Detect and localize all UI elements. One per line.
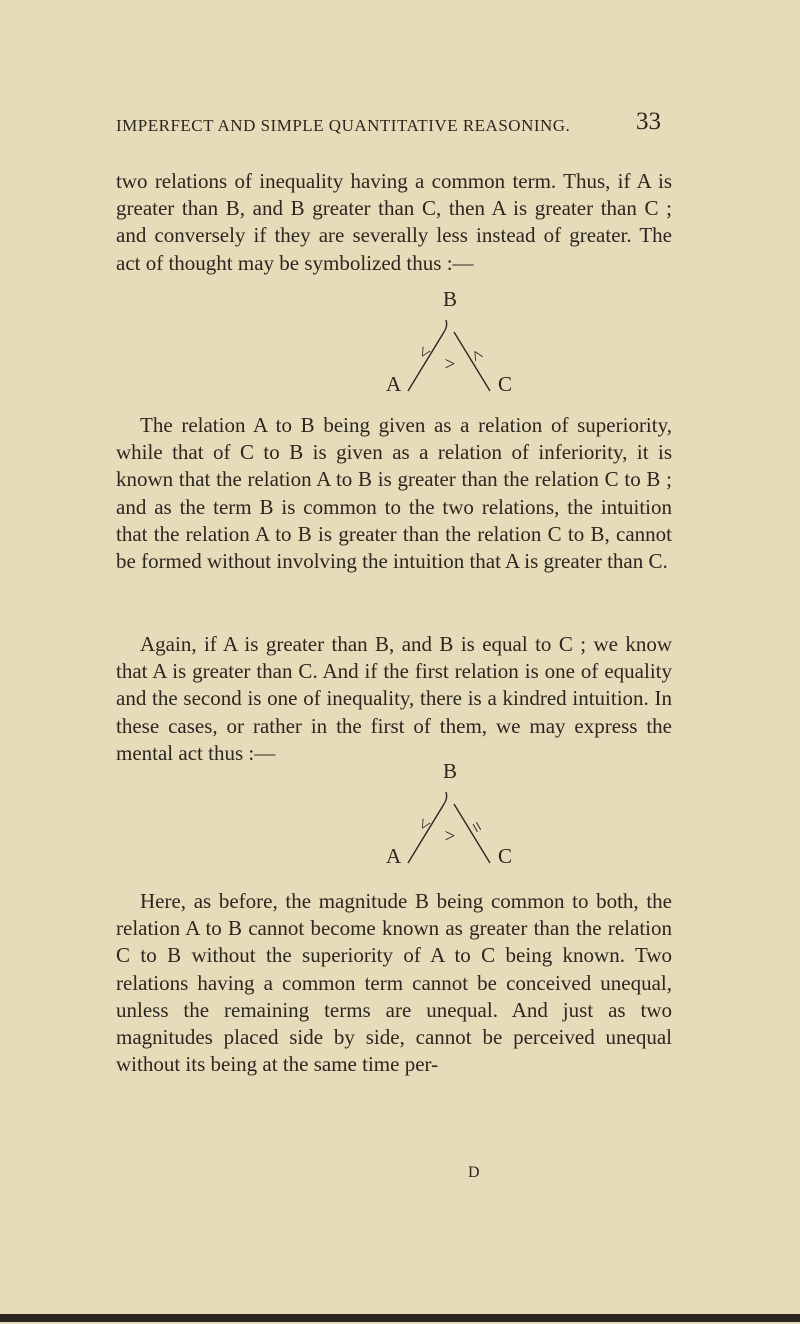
diagram-1-right-label: C (498, 372, 513, 396)
paragraph-3: Again, if A is greater than B, and B is equal to C ; we know that A is greater than C. And if the first relation is one of equality and the second is one of inequality, there is a kindred intuition. In these cases, or rather in the first of them, we may express the mental act thus :— (116, 632, 672, 765)
diagram-1-center-mark: > (444, 354, 456, 375)
paragraph-4: Here, as before, the magnitude B being common to both, the relation A to B cannot become known as greater than the relation C to B without the superiority of A to C being known. Two relations having a common term cannot be conceived unequal, unless the remaining terms are unequal. And just as two magnitudes placed side by side, cannot be perceived unequal without its being at the same time per- (116, 889, 672, 1077)
diagram-1-svg (380, 288, 520, 400)
diagram-1-left-line (408, 332, 444, 391)
diagram-2-right-label: C (498, 844, 513, 868)
diagram-1-top-hook (444, 320, 447, 332)
diagram-2-center-mark: > (444, 826, 456, 847)
paragraph-1: two relations of inequality having a common term. Thus, if A is greater than B, and B greater than C, then A is greater than C ; and conversely if they are severally less instead of greater. The act of thought may be symbolized thus :— (116, 169, 672, 275)
diagram-1 (380, 288, 520, 400)
diagram-2-left-mark: < (413, 815, 437, 835)
diagram-2-left-label: A (386, 844, 402, 868)
page-edge-shadow (0, 1314, 800, 1322)
page-number: 33 (636, 108, 661, 135)
signature-mark: D (468, 1164, 480, 1181)
diagram-2-top-label: B (442, 759, 458, 783)
diagram-2-top-hook (444, 792, 447, 804)
diagram-1-left-mark: < (413, 343, 437, 363)
diagram-1-left-label: A (386, 372, 402, 396)
diagram-2-svg (380, 760, 520, 872)
diagram-1-top-label: B (442, 287, 458, 311)
running-header: IMPERFECT AND SIMPLE QUANTITATIVE REASONING. (116, 116, 571, 135)
diagram-2-right-mark: = (464, 817, 489, 838)
diagram-2-left-line (408, 804, 444, 863)
diagram-2 (380, 760, 520, 872)
paragraph-2: The relation A to B being given as a relation of superiority, while that of C to B is given as a relation of inferiority, it is known that the relation A to B is greater than the relation C to B ; and as the term B is common to the two relations, the intuition that the relation A to B is greater than the relation C to B, cannot be formed without involving the intuition that A is greater than C. (116, 413, 672, 574)
diagram-1-right-mark: < (464, 345, 489, 366)
